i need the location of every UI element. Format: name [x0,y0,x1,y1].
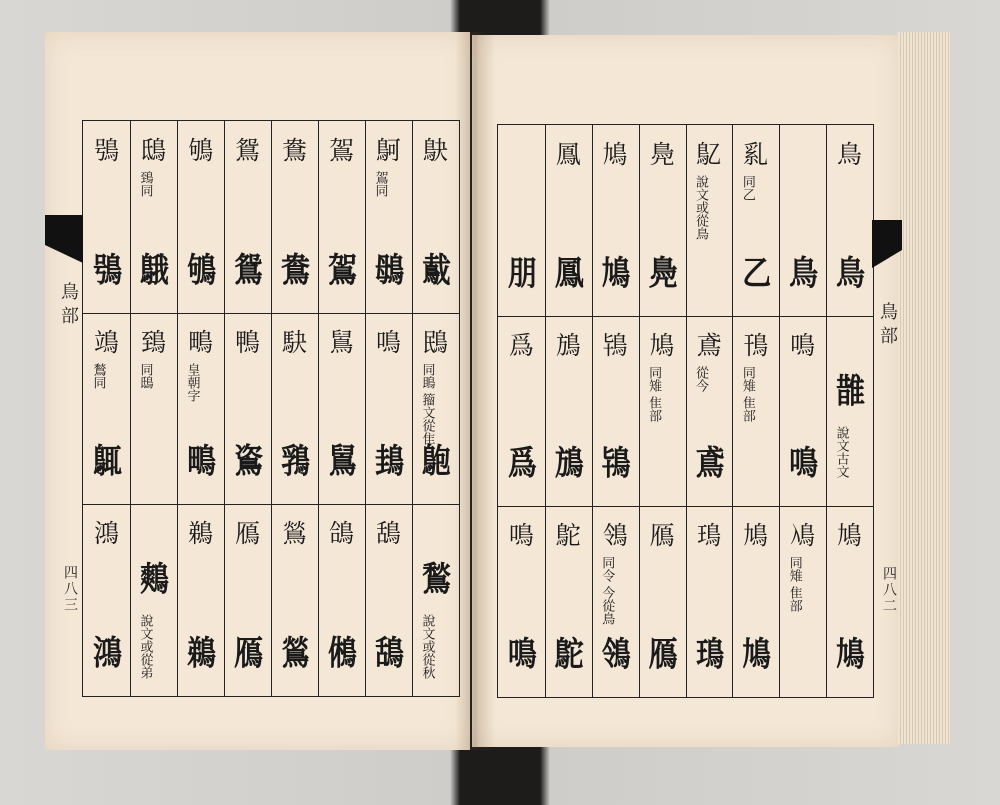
headword-character: 鵜 [187,519,213,549]
seal-script-character: 鶑 [280,633,308,673]
seal-script-character: 䳏 [374,441,402,481]
seal-script-character: 鳥 [789,253,817,293]
headword-character: 鴇 [602,330,628,360]
entry-cell [318,121,365,313]
entry-cell [83,313,130,505]
entry-cell [545,125,592,316]
entry-cell [365,313,412,505]
headword-character: 鴟 [140,136,166,165]
entry-cell [412,121,459,313]
headword-character: 鳩 [743,521,769,551]
headword-character: 鳿 [696,521,722,551]
annotation-note: 鵄同 [137,171,153,197]
seal-script-character: 爲 [507,443,535,483]
headword-character: 鳦 [696,140,722,169]
annotation-note: 說文古文 [833,425,849,478]
right-tab-mark [872,220,902,268]
seal-script-character: 䳈 [421,441,449,481]
seal-script-character: 鳳 [554,253,582,293]
seal-script-character: 鴰 [374,633,402,673]
annotation-note: 同雉 隹部 [786,556,802,613]
entry-cell [592,125,639,316]
entry-cell [686,506,733,697]
entry-cell [83,121,130,313]
entry-cell [779,316,826,507]
headword-character: 鴨 [234,327,260,357]
headword-character: 鳴 [508,521,534,551]
seal-script-character: 䳕 [280,441,308,481]
annotation-note: 說文或從鳥 [692,175,708,240]
headword-character: 駃 [281,327,307,357]
seal-script-character: 鳩 [742,634,770,674]
entry-cell [271,313,318,505]
left-tab-mark [45,215,83,263]
entry-cell [177,504,224,696]
headword-character: 鶑 [281,519,307,549]
headword-character: 鴦 [281,136,307,165]
annotation-note: 鴐同 [372,171,388,197]
page-edges [898,32,950,744]
seal-script-character: 鳴 [507,634,535,674]
entry-cell [83,504,130,696]
annotation-note: 同令 今從鳥 [599,556,615,626]
annotation-note: 同雉 隹部 [739,365,755,422]
seal-script-character: 鴦 [280,250,308,290]
headword-character: 鳴 [375,327,401,357]
annotation-note: 說文或從弟 [137,614,153,680]
annotation-note: 同鴟 [137,362,153,389]
seal-script-character: 鳥 [836,253,864,293]
headword-character: 鴫 [187,327,213,357]
seal-script-character: 朋 [507,253,535,293]
seal-script-character: 䧿 [836,371,864,411]
seal-script-character: 䳘 [139,250,167,290]
entry-cell [130,313,177,505]
seal-script-character: 鴈 [233,633,261,673]
seal-script-character: 鵜 [186,633,214,673]
entry-cell [826,125,873,316]
entry-cell [130,504,177,696]
headword-character: 鳩 [602,140,628,169]
seal-script-character: 鴈 [648,634,676,674]
headword-character: 鴻 [93,519,119,549]
entry-cell [732,506,779,697]
right-page-grid [497,124,874,698]
left-section-title: 鳥部 [58,282,79,330]
entry-cell [732,316,779,507]
entry-cell [318,504,365,696]
seal-script-character: 䳐 [233,441,261,481]
annotation-note: 從今 [692,365,708,392]
seal-script-character: 䳖 [92,441,120,481]
entry-cell [177,121,224,313]
right-section-title: 鳥部 [877,302,898,350]
seal-script-character: 鳶 [695,443,723,483]
entry-cell [177,313,224,505]
seal-script-character: 鶖 [421,559,449,599]
headword-character: 鳶 [696,330,722,360]
entry-cell [779,506,826,697]
entry-cell [365,121,412,313]
entry-cell [639,506,686,697]
headword-character: 鳩 [649,330,675,360]
entry-cell [686,316,733,507]
headword-character: 鴐 [328,136,354,165]
headword-character: 鴰 [375,519,401,549]
entry-cell [826,316,873,507]
entry-cell [318,313,365,505]
headword-character: 䳔 [328,327,354,357]
entry-cell [826,506,873,697]
entry-cell [224,121,271,313]
seal-script-character: 鴛 [233,250,261,290]
headword-character: 鳧 [649,140,675,169]
headword-character: 鴚 [375,136,401,165]
headword-character: 鴖 [422,327,448,357]
entry-cell [545,316,592,507]
headword-character: 鴈 [649,521,675,551]
seal-script-character: 鴫 [186,441,214,481]
seal-script-character: 鴒 [601,634,629,674]
entry-cell [545,506,592,697]
entry-cell [779,125,826,316]
headword-character: 鴋 [555,330,581,360]
seal-script-character: 鴻 [92,633,120,673]
entry-cell [592,316,639,507]
entry-cell [686,125,733,316]
right-page-number: 四八二 [881,566,897,614]
seal-script-character: 䳒 [421,250,449,290]
headword-character: 鴿 [328,519,354,549]
headword-character: 鴈 [234,519,260,549]
entry-cell [639,125,686,316]
entry-cell [224,313,271,505]
headword-character: 鴒 [602,521,628,551]
entry-cell [498,316,545,507]
headword-character: 鳰 [790,521,816,551]
entry-cell [732,125,779,316]
headword-character: 鴃 [422,136,448,165]
entry-cell [271,504,318,696]
left-page-grid [82,120,460,697]
entry-cell [365,504,412,696]
entry-cell [224,504,271,696]
seal-script-character: 鳩 [601,253,629,293]
seal-script-character: 䳔 [327,441,355,481]
left-page-number: 四八三 [62,565,78,613]
headword-character: 鴛 [234,136,260,165]
seal-script-character: 鷞 [139,559,167,599]
headword-character: 鳱 [743,330,769,360]
headword-character: 鳴 [790,330,816,360]
headword-character: 鴝 [187,136,213,165]
headword-character: 鳳 [555,140,581,169]
entry-cell [498,506,545,697]
seal-script-character: 鴕 [554,634,582,674]
book-gutter [455,32,495,750]
headword-character: 鳩 [837,521,863,551]
annotation-note: 說文或從秋 [419,614,435,680]
seal-script-character: 鴇 [601,443,629,483]
seal-script-character: 鵂 [327,633,355,673]
headword-character: 乿 [743,140,769,169]
entry-cell [592,506,639,697]
headword-character: 鴗 [93,327,119,357]
annotation-note: 鶖同 [90,362,106,389]
entry-cell [498,125,545,316]
entry-cell [412,504,459,696]
headword-character: 鵄 [140,327,166,357]
headword-character: 爲 [508,330,534,360]
seal-script-character: 鴝 [186,250,214,290]
seal-script-character: 鳴 [789,443,817,483]
entry-cell [130,121,177,313]
entry-cell [271,121,318,313]
seal-script-character: 乙 [742,253,770,293]
seal-script-character: 鴞 [92,250,120,290]
headword-character: 鴞 [93,136,119,165]
entry-cell [639,316,686,507]
seal-script-character: 鴋 [554,443,582,483]
entry-cell [412,313,459,505]
annotation-note: 皇朝字 [184,362,200,402]
seal-script-character: 鴐 [327,250,355,290]
seal-script-character: 鳧 [648,253,676,293]
seal-script-character: 鳩 [836,634,864,674]
headword-character: 鳥 [837,140,863,169]
annotation-note: 同鴡 籀文從隹 [419,362,435,445]
annotation-note: 同乙 [739,175,755,201]
headword-character: 鴕 [555,521,581,551]
seal-script-character: 鳿 [695,634,723,674]
seal-script-character: 䳇 [374,250,402,290]
annotation-note: 同雉 隹部 [646,365,662,422]
